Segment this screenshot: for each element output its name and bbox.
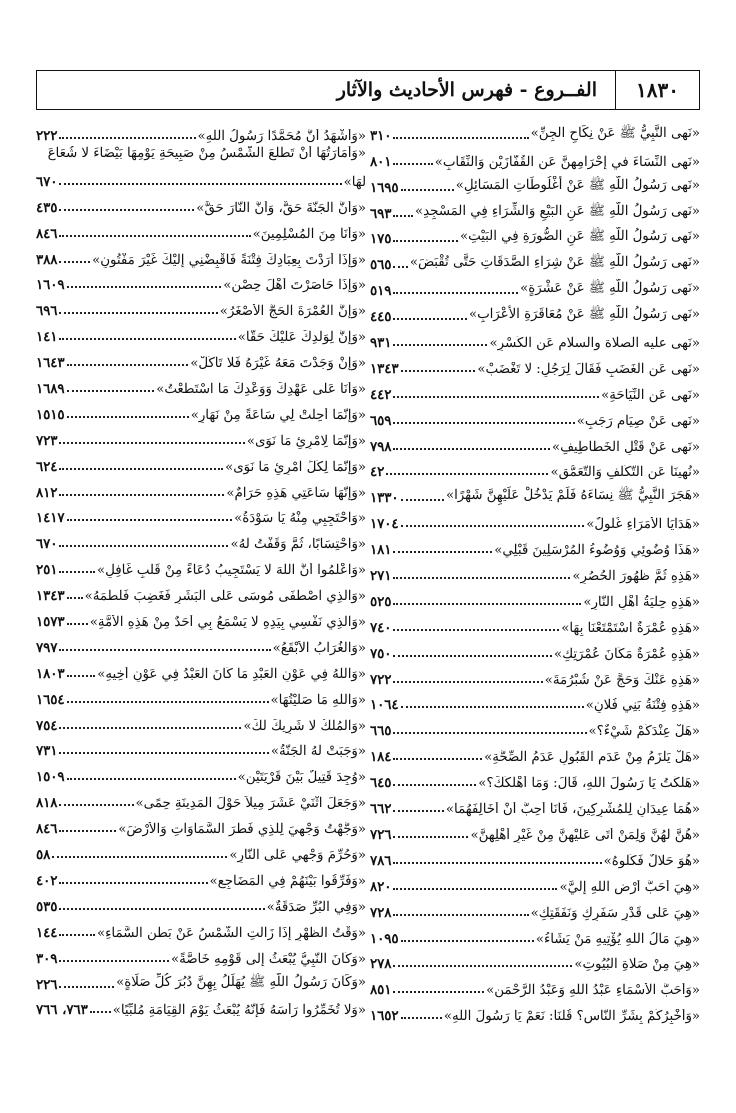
entry-text: «هُنَّ لَهُنَّ وَلِمَنْ أَتَى عَلَيْهِنَّ مِنْ غَيْرِ أَهْلِهِنَّ» [470,827,700,843]
entry-text: «وَأَحَبُّ الأَسْمَاءِ عَبْدُ اللَّهِ وَعَبْدُ الرَّحْمَنِ» [486,983,700,999]
entry-text: «هُمَا عِيدَانِ لِلْمُشْرِكِينَ، فَأَنَا أُحِبُّ أَنْ أُخَالِفَهُمَا» [445,802,700,818]
entry-page-number: ٣٨٨ [36,252,58,268]
entry-page-number: ٧٦٣، ٧٦٦ [36,1003,88,1019]
entry-text: «هَذِهِ عُمْرَةٌ اسْتَمْتَعْنَا بِهَا» [561,620,700,636]
entry-page-number: ٦٧٠ [36,174,58,190]
dot-leader [59,468,223,470]
dot-leader [393,396,599,398]
entry-page-number: ١٣٤٣ [370,361,399,377]
dot-leader [59,649,270,651]
dot-leader [401,499,444,501]
index-entry [36,837,366,863]
index-entry [370,299,700,325]
dot-leader [52,856,227,858]
entry-text: «وَأَنَا مِنَ المُسْلِمِينَ» [252,226,366,242]
dot-leader [393,137,528,139]
entry-text: «وَفِي البُرِّ صَدَقَةٌ» [266,899,366,915]
entry-page-number: ٢٥١ [36,563,58,579]
index-entry [36,475,366,501]
index-entry [36,423,366,449]
entry-text-continued: لَهَا» [343,174,366,190]
index-entry [36,501,366,527]
entry-text: «هِيَ أَحَبُّ أَرْضِ اللَّهِ إِلَيَّ» [559,879,700,895]
entry-text: «وَاللَّهُ فِي عَوْنِ العَبْدِ مَا كَانَ العَبْدُ فِي عَوْنِ أَخِيهِ» [97,666,366,682]
dot-leader [393,318,467,320]
dot-leader [59,545,228,547]
index-entry [36,268,366,294]
dot-leader [67,597,83,599]
entry-text: «هَذَا وُضُوئِي وَوُضُوءُ المُرْسَلِينَ قَبْلِي» [494,543,700,559]
dot-leader [393,422,574,424]
index-entry [36,889,366,915]
dot-leader [393,448,550,450]
entry-page-number: ١٧٥ [370,232,392,248]
index-entry [370,170,700,196]
index-entry [36,242,366,268]
dot-leader [393,991,484,993]
entry-text: «وَاللَّهِ مَا صَلَّيْتُهَا» [270,692,366,708]
entry-page-number: ٧٢٣ [36,433,58,449]
entry-page-number: ٤٤٥ [370,310,392,326]
entry-page-number: ١٥١٥ [36,407,65,423]
entry-page-number: ٧٩٧ [36,640,58,656]
entry-page-number: ١٣٤٣ [36,589,65,605]
dot-leader [59,934,95,936]
index-entry [36,578,366,604]
entry-text: «هِيَ عَلَى قَدْرِ سَفَرِكِ وَنَفَقَتِكِ» [530,905,700,921]
entry-text: «هَذِهِ عُمْرَةٌ مَكَانَ عُمْرَتِكِ» [554,646,700,662]
dot-leader [59,235,250,237]
entry-page-number: ٧٨٦ [370,853,392,869]
entry-text: «وَحُرِّمَ وَجْهِي عَلَى النَّارِ» [229,848,366,864]
entry-page-number: ٧٢٦ [370,827,392,843]
dot-leader [401,525,585,527]
entry-text: «وَإِنَّمَا لِامْرِئٍ مَا نَوَى» [246,433,366,449]
entry-page-number: ١٧٠٤ [370,517,399,533]
entry-page-number: ١٦٥٤ [36,692,65,708]
entry-page-number: ٦٤٥ [370,776,392,792]
index-entry [36,630,366,656]
index-entry [370,532,700,558]
entry-text: «وَالَّذِي نَفْسِي بِيَدِهِ لا يَسْمَعُ بِي أَحَدٌ مِنْ هَذِهِ الأُمَّةِ» [89,615,366,631]
index-entry [370,636,700,662]
dot-leader [59,312,217,314]
dot-leader [393,344,487,346]
index-entry [370,506,700,532]
dot-leader [393,732,586,734]
index-entry [36,216,366,242]
dot-leader [59,752,268,754]
index-entry [36,293,366,319]
index-entry [36,118,366,144]
index-entry [370,610,700,636]
entry-page-number: ٧٥٤ [36,718,58,734]
entry-page-number: ١٦٠٩ [36,278,65,294]
entry-text: «نَهى النَّبِيُّ ﷺ عَنْ نِكَاحِ الجِنِّ» [530,125,700,141]
entry-page-number: ٧٢٢ [370,672,392,688]
entry-page-number: ٦٦٢ [370,802,392,818]
entry-page-number: ١٤١ [36,330,58,346]
dot-leader [59,804,133,806]
index-entry [370,998,700,1024]
dot-leader [393,292,518,294]
index-entry [370,662,700,688]
index-entry [36,734,366,760]
dot-leader [401,940,534,942]
entry-page-number: ٧٣١ [36,744,58,760]
entry-page-number: ٧٥٠ [370,646,392,662]
dot-leader [59,137,195,139]
entry-page-number: ٤٠٢ [36,873,58,889]
entry-text: «وَفَرِّقُوا بَيْنَهُمْ فِي المَضَاجِعِ» [209,873,366,889]
entry-page-number: ٥١٩ [370,284,392,300]
entry-page-number: ١٨٤ [370,750,392,766]
index-entry [370,118,700,144]
running-title: الفــروع - فهرس الأحاديث والآثار [336,79,597,101]
entry-page-number: ٣٠٩ [36,951,58,967]
entry-page-number: ١٥٠٩ [36,770,65,786]
index-entry [370,791,700,817]
entry-text: «وُجِدَ قَتِيلٌ بَيْنَ قَرْيَتَيْنِ» [237,770,366,786]
index-entry [36,397,366,423]
index-entry [370,325,700,351]
index-entry [36,811,366,837]
entry-text: «وَاحْتَجِبِي مِنْهُ يَا سَوْدَةُ» [234,511,366,527]
entry-text: «وَإِنْ وَجَدْتَ مَعَهُ غَيْرَهُ فَلَا تَأْكُلْ» [190,356,366,372]
entry-text: «هَذِهِ عَنْكَ وَحَجٍّ عَنْ شُبْرُمَةَ» [544,672,700,688]
entry-page-number: ٣١٠ [370,128,392,144]
dot-leader [59,986,114,988]
entry-text: «وَقْتُ الظُّهْرِ إِذَا زَالَتِ الشَّمْسُ عَنْ بَطْنِ السَّمَاءِ» [97,925,366,941]
index-entry [36,144,366,190]
index-entry [370,739,700,765]
entry-text: «وَجَعَلَ اثْنَيْ عَشَرَ مِيلاً حَوْلَ المَدِينَةِ حِمًى» [135,796,366,812]
dot-leader [393,836,468,838]
dot-leader [401,189,454,191]
entry-page-number: ٢٧١ [370,569,392,585]
dot-leader [67,623,88,625]
entry-text: «وَأُخْبِرُكُمْ بِشَرِّ النَّاسِ؟ قُلْنَا: نَعَمْ يَا رَسُولَ اللَّهِ» [443,1009,700,1025]
index-entry [370,688,700,714]
entry-text: «وَالمُلْكُ لا شَرِيكَ لَكَ» [243,718,366,734]
index-entry [370,765,700,791]
entry-text: «هَذِهِ حِلْيَةُ أَهْلِ النَّارِ» [583,594,700,610]
entry-text: «وَجَبَتْ لَهُ الجَنَّةُ» [270,744,366,760]
entry-page-number: ٦٧٠ [36,537,58,553]
index-entry [36,682,366,708]
index-entry [370,713,700,739]
entry-page-number: ٧٢٨ [370,905,392,921]
entry-page-number: ٦٩٦ [36,304,58,320]
entry-text: «نَهى رَسُولُ اللَّهِ ﷺ عَنْ شِرَاءِ الصَّدَقَاتِ حَتَّى تُقْبَضَ» [409,255,700,271]
entry-page-number: ٥٦٥ [370,258,392,274]
entry-text: «نَهى عَنْ صِيَامِ رَجَبٍ» [576,413,700,429]
entry-text: «هَدَايَا الأُمَرَاءِ غُلُولٌ» [586,517,700,533]
index-entry [36,449,366,475]
index-entry [370,584,700,610]
entry-page-number: ٦٩٣ [370,206,392,222]
index-entry [36,371,366,397]
entry-page-number: ١٦٥٢ [370,1009,399,1025]
page-number: ١٨٣٠ [615,71,699,109]
index-entry [36,759,366,785]
dot-leader [393,240,458,242]
entry-text: «وَإِنَّهَا سَاعَتِي هَذِهِ حَرَامٌ» [226,485,366,501]
dot-leader [393,629,559,631]
dot-leader [67,778,236,780]
entry-page-number: ١٣٣٠ [370,491,399,507]
dot-leader [393,888,557,890]
index-entry [370,247,700,273]
index-entry [370,455,700,481]
entry-page-number: ٤٤٢ [370,387,392,403]
entry-text: «وَإِذَا أَرَدْتَ بِعِبَادِكَ فِتْنَةً فَاقْبِضْنِي إِلَيْكَ غَيْرَ مَفْتُونٍ» [92,252,366,268]
index-entry [36,993,366,1019]
dot-leader [59,830,116,832]
dot-leader [67,519,233,521]
index-entry [36,604,366,630]
index-entry [370,895,700,921]
entry-text: «هَذِهِ ثُمَّ ظُهُورَ الحُصُرِ» [572,569,700,585]
entry-text: «وَإِنَّ العُمْرَةَ الحَجُّ الأَصْغَرُ» [219,304,366,320]
entry-text: «هَلْ يَلْزَمُ مِنْ عَدَمِ القَبُولِ عَدَمُ الصِّحَّةِ» [484,750,700,766]
index-entry [370,144,700,170]
entry-text: «وَجَّهْتُ وَجْهِيَ لِلَّذِي فَطَرَ السَّمَاوَاتِ وَالأَرْضَ» [118,822,366,838]
index-entry [370,947,700,973]
entry-text: «هَلَكْتُ يَا رَسُولَ اللَّهِ، قَالَ: وَمَا أَهْلَكَكَ؟» [478,776,700,792]
entry-text: «وَإِنَّ لِوَلَدِكَ عَلَيْكَ حَقًّا» [237,330,366,346]
index-entry [36,319,366,345]
dot-leader [393,784,476,786]
dot-leader [59,908,264,910]
entry-page-number: ١٦٩٥ [370,180,399,196]
entry-text: «وَكَانَ رَسُولُ اللَّهِ ﷺ يُهَلِّلُ بِهِنَّ دُبُرَ كُلِّ صَلَاةٍ» [116,974,366,990]
entry-page-number: ٤٣٥ [36,200,58,216]
entry-page-number: ٤٢ [370,465,385,481]
dot-leader [67,675,96,677]
index-entry [370,817,700,843]
dot-leader [393,603,581,605]
entry-text: «وَلا تُخَمِّرُوا رَأْسَهُ فَإِنَّهُ يُبْعَثُ يَوْمَ القِيَامَةِ مُلَبِّيًا» [112,1003,366,1019]
entry-text: «وَإِنَّمَا لِكُلِّ امْرِئٍ مَا نَوَى» [225,459,366,475]
dot-leader [393,965,572,967]
dot-leader [386,473,548,475]
entry-page-number: ٨٠١ [370,154,392,170]
dot-leader [59,882,207,884]
entry-text: «وَالغُرَابُ الأَبْقَعُ» [272,640,366,656]
index-entry [370,403,700,429]
entry-text: «هَجَرَ النَّبِيُّ ﷺ نِسَاءَهُ فَلَمْ يَدْخُلْ عَلَيْهِنَّ شَهْرًا» [445,488,700,504]
entry-text: «نَهى رَسُولُ اللَّهِ ﷺ عَنِ البَيْعِ وَالشِّرَاءِ فِي المَسْجِدِ» [415,203,700,219]
entry-page-number: ٥٢٥ [370,594,392,610]
dot-leader [393,810,443,812]
dot-leader [401,706,584,708]
index-entry [36,656,366,682]
index-entry [370,222,700,248]
entry-page-number: ١٠٩٥ [370,931,399,947]
entry-page-number: ١٤١٧ [36,511,65,527]
dot-leader [67,364,189,366]
dot-leader [67,390,155,392]
entry-page-number: ٧٩٨ [370,439,392,455]
entry-text: «وَأَمَارَتُهَا أَنْ تَطْلُعَ الشَّمْسُ مِنْ صَبِيحَةِ يَوْمِهَا بَيْضَاءَ لا شُعَاعَ [47,145,366,161]
entry-page-number: ٦٢٤ [36,459,58,475]
index-entry [370,921,700,947]
entry-text: «وَاحْتِسَابًا، ثُمَّ وَقَفْتُ لَهُ» [230,537,366,553]
entry-page-number: ١٤٤ [36,925,58,941]
index-entry [36,915,366,941]
index-entry [370,273,700,299]
entry-text: «وَأَنَا عَلَى عَهْدِكَ وَوَعْدِكَ مَا اسْتَطَعْتُ» [156,382,366,398]
dot-leader [59,209,194,211]
entry-page-number: ١٠٦٤ [370,698,399,714]
dot-leader [393,215,413,217]
dot-leader [59,183,341,185]
right-column [370,118,700,1024]
entry-text: «وَالَّذِي اصْطَفَى مُوسَى عَلَى البَشَرِ فَغَضِبَ فَلَطَمَهُ» [84,589,366,605]
dot-leader [59,494,224,496]
dot-leader [59,442,244,444]
entry-text: «نَهى رَسُولُ اللَّهِ ﷺ عَنِ الصُّورَةِ فِي البَيْتِ» [459,229,700,245]
dot-leader [401,1017,442,1019]
entry-page-number: ٦٦٥ [370,724,392,740]
dot-leader [393,163,432,165]
dot-leader [401,370,476,372]
dot-leader [393,681,542,683]
index-entry [370,351,700,377]
entry-page-number: ٨١٨ [36,796,58,812]
index-entry [370,429,700,455]
dot-leader [67,416,189,418]
index-entry [370,196,700,222]
entry-text: «هِيَ مَالُ اللَّهِ يُؤْتِيهِ مَنْ يَشَاءُ» [535,931,700,947]
dot-leader [59,338,235,340]
dot-leader [59,960,169,962]
entry-text: «نَهى عَنْ قَتْلِ الخَطَاطِيفِ» [551,439,700,455]
entry-text: «هَذِهِ فِتْنَةُ بَنِي فُلَانٍ» [585,698,700,714]
dot-leader [90,1011,111,1013]
entry-page-number: ٨٢٠ [370,879,392,895]
index-entry [36,785,366,811]
index-entry [370,480,700,506]
dot-leader [59,727,241,729]
entry-page-number: ١٨٠٣ [36,666,65,682]
index-entry [36,941,366,967]
entry-page-number: ١٨١ [370,543,392,559]
entry-text: «وَاعْلَمُوا أَنَّ اللَّهَ لا يَسْتَجِيبُ دُعَاءً مِنْ قَلْبٍ غَافِلٍ» [97,563,366,579]
entry-text: «وَأَنَّ الجَنَّةَ حَقٌّ، وَأَنَّ النَّارَ حَقٌّ» [196,200,366,216]
entry-text: «نَهى عَنِ الغَضَبِ فَقَالَ لِرَجُلٍ: لا تَغْضَبْ» [477,361,700,377]
entry-page-number: ٧٤٠ [370,620,392,636]
entry-page-number: ٦٥٩ [370,413,392,429]
entry-text: «نَهى رَسُولُ اللَّهِ ﷺ عَنْ مُعَاقَرَةِ الأَعْرَابِ» [468,307,700,323]
dot-leader [393,266,407,268]
index-entry [36,552,366,578]
dot-leader [393,914,528,916]
entry-page-number: ٩٣١ [370,336,392,352]
dot-leader [59,571,95,573]
index-entry [36,967,366,993]
index-entry [370,558,700,584]
index-entry [370,377,700,403]
entry-text: «هُوَ حَلَالٌ فَكُلُوهُ» [603,853,700,869]
entry-page-number: ٢٢٦ [36,977,58,993]
dot-leader [67,286,222,288]
entry-text: «نَهى رَسُولُ اللَّهِ ﷺ عَنْ أُغْلُوطَاتِ المَسَائِلِ» [455,177,700,193]
entry-text: «وَكَانَ النَّبِيُّ يُبْعَثُ إِلَى قَوْمِهِ خَاصَّةً» [170,951,366,967]
entry-page-number: ١٦٤٣ [36,356,65,372]
entry-text: «نَهى رَسُولُ اللَّهِ ﷺ عَنْ عَشْرَةٍ» [520,281,700,297]
index-entry [36,190,366,216]
entry-text: «هِيَ مِنْ صَلَاةِ البُيُوتِ» [574,957,700,973]
entry-page-number: ٨٥١ [370,983,392,999]
index-entry [36,526,366,552]
entry-page-number: ٨٤٦ [36,822,58,838]
left-column [36,118,366,1018]
index-entry [370,972,700,998]
entry-text: «نَهى عليه الصلاة والسلام عَنِ الكَسْرِ» [489,336,700,352]
page-header [36,70,700,110]
entry-text: «نُهِينَا عَنِ التَّكَلُّفِ وَالتَّعَمُّقِ» [550,465,700,481]
index-entry [370,869,700,895]
index-entry [36,708,366,734]
entry-page-number: ٢٧٨ [370,957,392,973]
dot-leader [67,701,269,703]
entry-page-number: ١٥٧٣ [36,615,65,631]
entry-page-number: ٥٣٥ [36,899,58,915]
entry-page-number: ٨١٢ [36,485,58,501]
entry-text: «نَهى عَنِ النِّيَاحَةِ» [601,387,700,403]
entry-page-number: ٨٤٦ [36,226,58,242]
dot-leader [59,261,90,263]
dot-leader [393,577,570,579]
entry-text: «وَأَشْهَدُ أَنَّ مُحَمَّدًا رَسُولُ اللَّهِ» [197,128,366,144]
entry-text: «وَإِذَا حَاصَرْتَ أَهْلَ حِصْنٍ» [223,278,366,294]
entry-text: «وَإِنَّمَا أُحِلَّتْ لِي سَاعَةً مِنْ نَهَارٍ» [190,407,366,423]
entry-page-number: ٥٨ [36,848,51,864]
index-entry [36,863,366,889]
dot-leader [393,758,482,760]
dot-leader [393,862,601,864]
index-entry [370,843,700,869]
entry-page-number: ٢٢٢ [36,128,58,144]
dot-leader [393,551,492,553]
dot-leader [393,655,552,657]
index-entry [36,345,366,371]
entry-text: «نَهى النِّسَاءَ في إِحْرَامِهِنَّ عَنِ القُفَّازَيْنِ وَالنِّقَابِ» [434,154,700,170]
entry-page-number: ١٦٨٩ [36,382,65,398]
entry-text: «هَلْ عِنْدَكُمْ شَيْءٌ؟» [588,724,700,740]
